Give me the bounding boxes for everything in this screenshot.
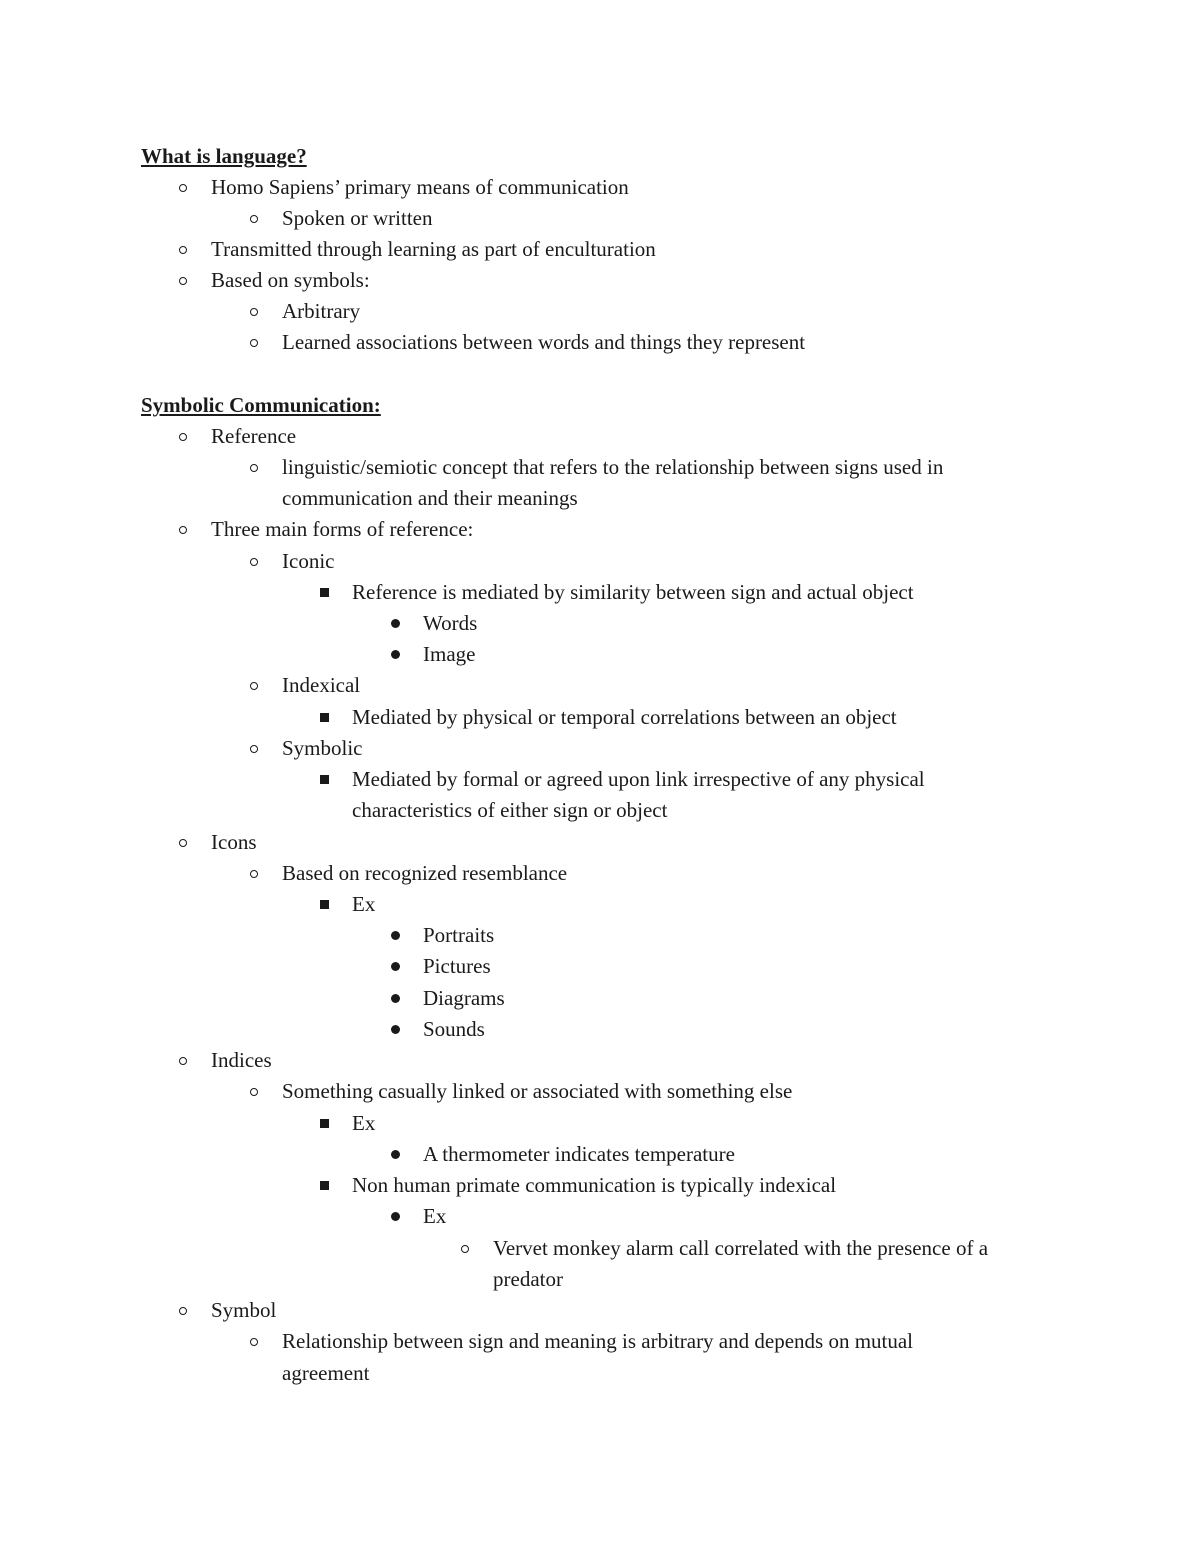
list-item: Pictures [423,951,491,982]
square-bullet-icon [317,764,331,795]
list-item: Mediated by formal or agreed upon link irrespective of any physical [352,764,925,795]
list-item: Ex [352,1108,375,1139]
list-item-continuation: characteristics of either sign or object [352,798,668,822]
dot-bullet-icon [388,1201,402,1232]
circle-bullet-icon [247,1076,261,1107]
list-item: Three main forms of reference: [211,514,473,545]
section-heading-language: What is language? [141,144,307,168]
list-item: A thermometer indicates temperature [423,1139,735,1170]
circle-bullet-icon [176,514,190,545]
list-item: Learned associations between words and things they represent [282,327,805,358]
dot-bullet-icon [388,1014,402,1045]
circle-bullet-icon [176,172,190,203]
list-item: Symbol [211,1295,276,1326]
list-item-continuation: communication and their meanings [282,486,578,510]
list-item-continuation: agreement [282,1361,370,1385]
circle-bullet-icon [458,1233,472,1264]
list-item: Image [423,639,475,670]
list-item: Mediated by physical or temporal correlations between an object [352,702,897,733]
circle-bullet-icon [176,265,190,296]
section-heading-symbolic-communication: Symbolic Communication: [141,393,381,417]
list-item: Vervet monkey alarm call correlated with the presence of a [493,1233,988,1264]
square-bullet-icon [317,889,331,920]
list-item: Indices [211,1045,272,1076]
list-item: Symbolic [282,733,363,764]
circle-bullet-icon [247,203,261,234]
dot-bullet-icon [388,983,402,1014]
circle-bullet-icon [176,421,190,452]
list-item: Portraits [423,920,494,951]
list-item: Ex [423,1201,446,1232]
circle-bullet-icon [247,670,261,701]
list-item: Reference is mediated by similarity between sign and actual object [352,577,914,608]
circle-bullet-icon [247,296,261,327]
list-item: Indexical [282,670,360,701]
list-item: Non human primate communication is typically indexical [352,1170,836,1201]
dot-bullet-icon [388,639,402,670]
square-bullet-icon [317,577,331,608]
circle-bullet-icon [176,1045,190,1076]
list-item: Words [423,608,477,639]
circle-bullet-icon [247,452,261,483]
circle-bullet-icon [176,1295,190,1326]
circle-bullet-icon [247,1326,261,1357]
list-item: Arbitrary [282,296,360,327]
list-item: linguistic/semiotic concept that refers to the relationship between signs used in [282,452,943,483]
list-item: Something casually linked or associated with something else [282,1076,792,1107]
dot-bullet-icon [388,1139,402,1170]
dot-bullet-icon [388,951,402,982]
list-item: Relationship between sign and meaning is arbitrary and depends on mutual [282,1326,913,1357]
square-bullet-icon [317,1108,331,1139]
list-item: Transmitted through learning as part of enculturation [211,234,656,265]
circle-bullet-icon [247,733,261,764]
square-bullet-icon [317,1170,331,1201]
circle-bullet-icon [247,858,261,889]
square-bullet-icon [317,702,331,733]
list-item: Ex [352,889,375,920]
list-item: Diagrams [423,983,505,1014]
list-item: Reference [211,421,296,452]
circle-bullet-icon [176,234,190,265]
list-item: Based on symbols: [211,265,370,296]
list-item: Iconic [282,546,334,577]
list-item: Based on recognized resemblance [282,858,567,889]
list-item: Sounds [423,1014,485,1045]
list-item: Icons [211,827,257,858]
dot-bullet-icon [388,608,402,639]
list-item-continuation: predator [493,1267,563,1291]
list-item: Homo Sapiens’ primary means of communication [211,172,629,203]
dot-bullet-icon [388,920,402,951]
circle-bullet-icon [176,827,190,858]
circle-bullet-icon [247,546,261,577]
list-item: Spoken or written [282,203,432,234]
circle-bullet-icon [247,327,261,358]
